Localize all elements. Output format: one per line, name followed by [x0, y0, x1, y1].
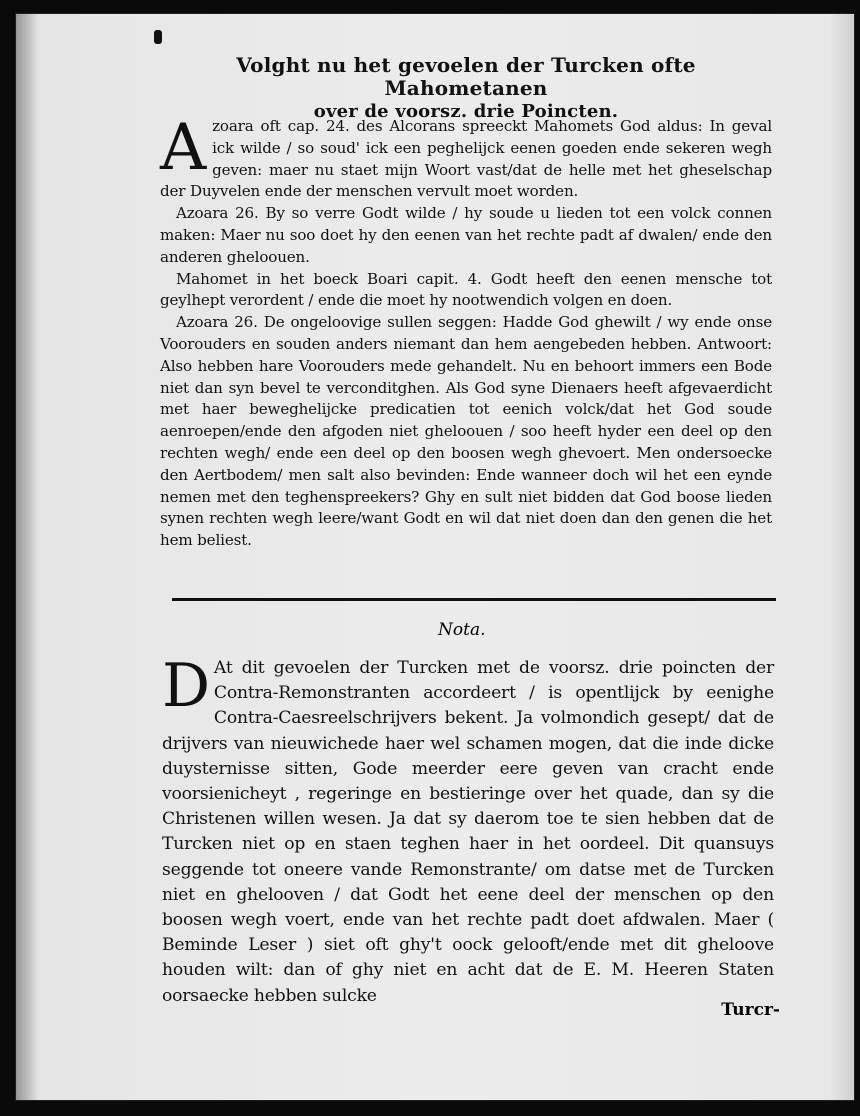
nota-section: [162, 651, 774, 1009]
nota-body: At dit gevoelen der Turcken met de voorsz. drie poincten der Contra-Remonstranten accordeert / is opentlijck by eenighe Contra-Caesreelschrijvers bekent. Ja volmondich gesept/ dat de drijvers van nieuwichede haer wel schamen mogen, dat die inde dicke duysternisse sitten, Gode meerder eere geven van cracht ende voorsienicheyt , regeringe en bestieringe over het quade, dan sy die Christenen willen wesen. Ja dat sy daerom toe te sien hebben dat de Turcken niet op en staen teghen haer in het oordeel. Dit quansuys seggende tot oneere vande Remonstrante/ om datse met de Turcken niet en ghelooven / dat Godt het eene deel der menschen op den boosen wegh voert, ende van het rechte padt doet afdwalen. Maer ( Beminde Leser ) siet oft ghy't oock gelooft/ende met dit gheloove houden wilt: dan of ghy niet en acht dat de E. M. Heeren Staten oorsaecke hebben sulcke: [162, 658, 774, 1006]
section-divider: [172, 598, 776, 601]
quote-boari: Mahomet in het boeck Boari capit. 4. Godt heeft den eenen mensche tot geylhept verordent / ende die moet hy nootwendich volgen en doen.: [160, 269, 772, 310]
heading-line-1: Volght nu het gevoelen der Turcken ofte Mahometanen: [236, 53, 696, 100]
page-heading: [160, 54, 772, 123]
heading-line-2: over de voorsz. drie Poincten.: [313, 101, 619, 122]
drop-cap-a: A: [160, 111, 207, 185]
gutter-shadow: [16, 14, 38, 1100]
catchword: Turcr-: [721, 1000, 780, 1020]
nota-title: Nota.: [438, 620, 486, 640]
drop-cap-d: D: [162, 651, 210, 721]
quote-azoara-24-text: zoara oft cap. 24. des Alcorans spreeckt Mahomets God aldus: In geval ick wilde / so soud' ick een peghelijck eenen goeden ende sekeren wegh geven: maer nu staet mijn Woort vast/dat de helle met het gheselschap der Duyvelen ende der menschen vervult moet worden.: [160, 117, 772, 201]
quote-azoara-26b: Azoara 26. De ongeloovige sullen seggen: Hadde God ghewilt / wy ende onse Voorouders en souden anders niemant dan hem aengebeden hebben. Antwoort: Also hebben hare Voorouders mede gehandelt. Nu en behoort immers een Bode niet dan syn bevel te verconditghen. Als God syne Dienaers heeft afgevaerdicht met haer beweghelijcke predicatien tot eenich volck/dat het God soude aenroepen/ende den afgoden niet gheloouen / soo heeft hyder een deel op den rechten wegh/ ende een deel op den boosen wegh ghevoert. Men ondersoecke den Aertbodem/ men salt also bevinden: Ende wanneer doch wil het een eynde nemen met den teghenspreekers? Ghy en sult niet bidden dat God boose lieden synen rechten wegh leere/want Godt en wil dat niet doen dan den genen die het hem beliest.: [160, 313, 772, 550]
quote-azoara-26a: Azoara 26. By so verre Godt wilde / hy soude u lieden tot een volck connen maken: Maer nu soo doet hy den eenen van het rechte padt af dwalen/ ende den anderen gheloouen.: [160, 204, 772, 266]
ink-mark: [154, 30, 162, 44]
